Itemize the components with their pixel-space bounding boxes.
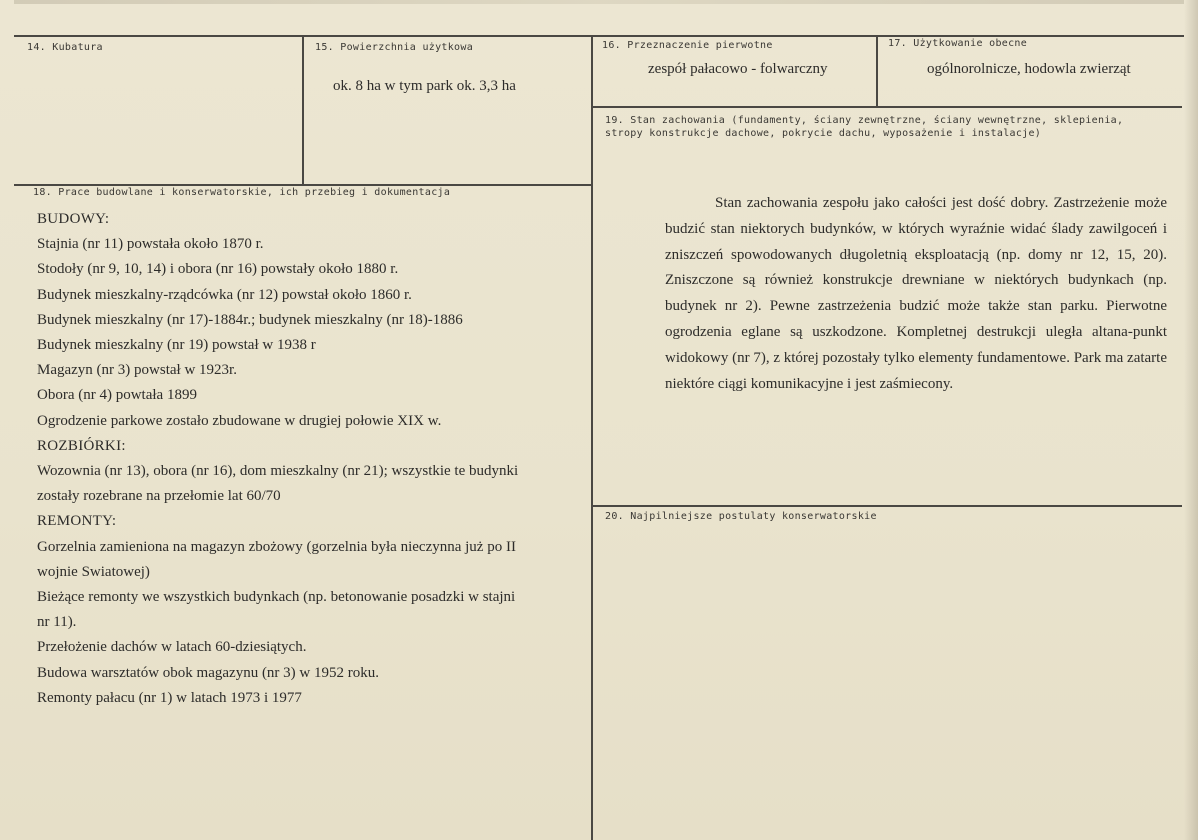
- field-15-label: 15. Powierzchnia użytkowa: [315, 42, 474, 53]
- field-15-value: ok. 8 ha w tym park ok. 3,3 ha: [333, 78, 516, 94]
- field-17-value: ogólnorolnicze, hodowla zwierząt: [927, 61, 1131, 77]
- field-18-line: ROZBIÓRKI:: [37, 437, 126, 454]
- field-18-line: Budynek mieszkalny-rządcówka (nr 12) powstał około 1860 r.: [37, 286, 412, 303]
- field-19-text: Stan zachowania zespołu jako całości jest dość dobry. Zastrzeżenie może budzić stan niektorych budynków, w których wyraźnie widać ślady zawilgoceń i zniszczeń spowodowanych długoletnią eksploatacją (np. domy nr 12, 15, 20). Zniszczone są również konstrukcje drewniane w niektórych budynkach (np. budynek nr 2). Pewne zastrzeżenia budzić może także stan parku. Pierwotne ogrodzenia eglane są uszkodzone. Kompletnej destrukcji uległa altana-punkt widokowy (nr 7), z której pozostały tylko elementy fundamentowe. Park ma zatarte niektóre ciągi komunikacyjne i jest zaśmiecony.: [665, 195, 1167, 392]
- field-18-line: Budowa warsztatów obok magazynu (nr 3) w 1952 roku.: [37, 664, 380, 681]
- field-18-line: Stajnia (nr 11) powstała około 1870 r.: [37, 236, 264, 253]
- field-18-line: Magazyn (nr 3) powstał w 1923r.: [37, 362, 237, 379]
- field-18-line: Ogrodzenie parkowe zostało zbudowane w drugiej połowie XIX w.: [37, 412, 442, 429]
- field-18-line: Remonty pałacu (nr 1) w latach 1973 i 1977: [37, 689, 302, 706]
- field-18-line: BUDOWY:: [37, 211, 110, 227]
- field-14-label: 14. Kubatura: [27, 42, 103, 53]
- field-18-line: Budynek mieszkalny (nr 17)-1884r.; budynek mieszkalny (nr 18)-1886: [37, 311, 463, 328]
- divider-row1-right: [592, 106, 1182, 108]
- field-18-line: Bieżące remonty we wszystkich budynkach (np. betonowanie posadzki w stajni: [37, 589, 516, 606]
- field-17-label: 17. Użytkowanie obecne: [888, 38, 1028, 49]
- field-18-line: Gorzelnia zamieniona na magazyn zbożowy (gorzelnia była nieczynna już po II: [37, 538, 516, 555]
- field-18-content: [37, 207, 577, 711]
- field-16-value: zespół pałacowo - folwarczny: [648, 61, 828, 77]
- field-18-line: Budynek mieszkalny (nr 19) powstał w 1938 r: [37, 337, 316, 354]
- field-18-line: Przełożenie dachów w latach 60-dziesiątych.: [37, 639, 307, 656]
- paper-edge: [1184, 0, 1198, 840]
- field-16-label: 16. Przeznaczenie pierwotne: [602, 40, 773, 51]
- field-18-line: REMONTY:: [37, 513, 117, 530]
- top-border: [14, 35, 1184, 37]
- divider-col-main: [591, 35, 593, 840]
- field-18-line: Stodoły (nr 9, 10, 14) i obora (nr 16) powstały około 1880 r.: [37, 261, 399, 278]
- divider-col-14-15: [302, 35, 304, 185]
- field-20-label: 20. Najpilniejsze postulaty konserwatorskie: [605, 511, 877, 522]
- field-18-line: Obora (nr 4) powtała 1899: [37, 387, 197, 404]
- field-18-label: 18. Prace budowlane i konserwatorskie, ich przebieg i dokumentacja: [33, 187, 451, 198]
- top-edge: [14, 0, 1184, 4]
- field-18-line: wojnie Swiatowej): [37, 563, 150, 580]
- divider-col-16-17: [876, 35, 878, 107]
- field-18-line: nr 11).: [37, 614, 77, 631]
- field-18-line: zostały rozebrane na przełomie lat 60/70: [37, 488, 281, 505]
- divider-row2-right: [592, 505, 1182, 507]
- field-19-label: 19. Stan zachowania (fundamenty, ściany zewnętrzne, ściany wewnętrzne, sklepienia, stropy konstrukcje dachowe, pokrycie dachu, wyposażenie i instalacje): [605, 115, 1124, 139]
- field-18-line: Wozownia (nr 13), obora (nr 16), dom mieszkalny (nr 21); wszystkie te budynki: [37, 463, 519, 480]
